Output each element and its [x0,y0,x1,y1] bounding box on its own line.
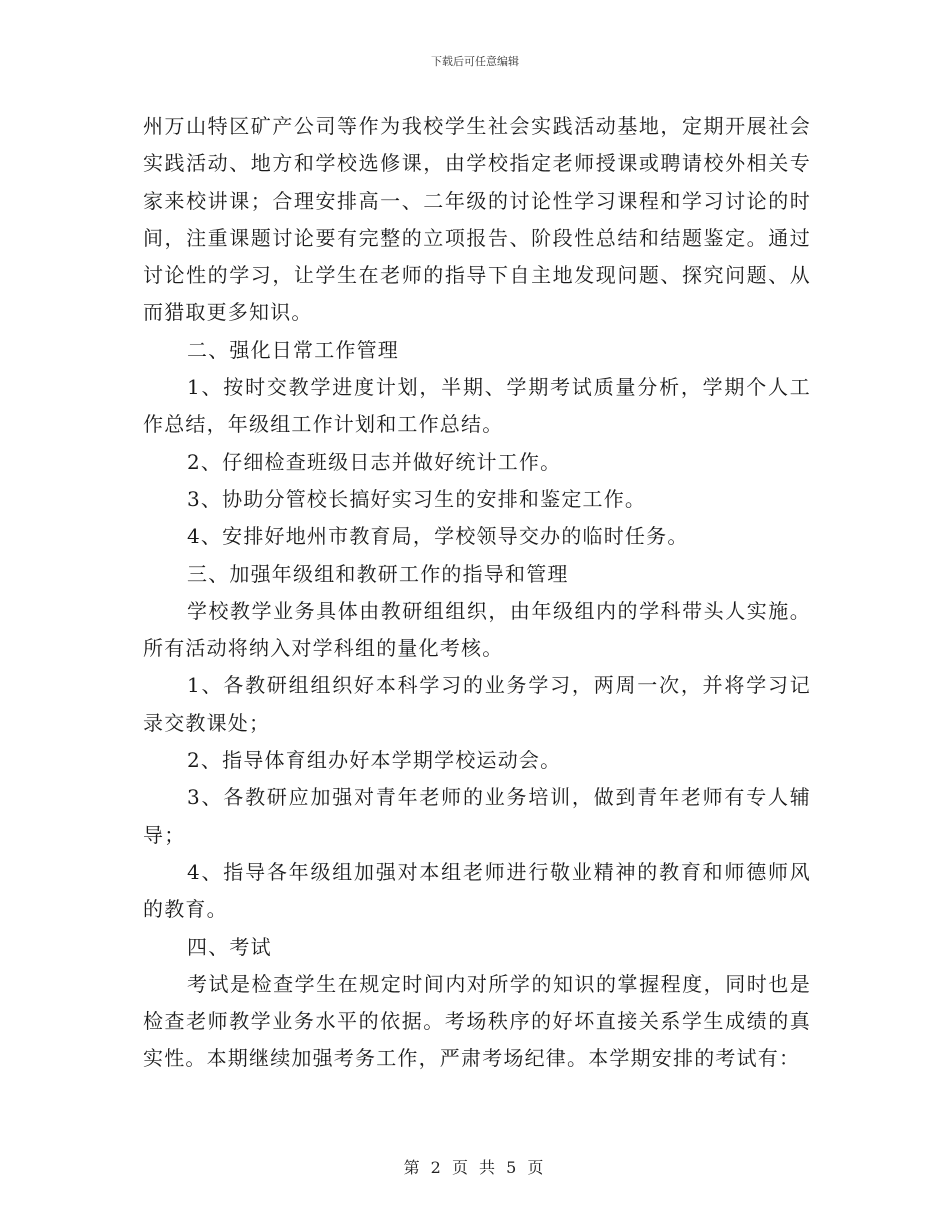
section-heading: 二、强化日常工作管理 [187,337,399,362]
section-heading: 四、考试 [187,934,272,959]
paragraph: 考试是检查学生在规定时间内对所学的知识的掌握程度，同时也是检查老师教学业务水平的依据。考场秩序的好坏直接关系学生成绩的真实性。本期继续加强考务工作，严肃考场纪律。本学期安排的考试有： [143,971,811,1071]
list-item: 2、指导体育组办好本学期学校运动会。 [187,748,562,773]
document-body [143,108,811,1078]
paragraph: 州万山特区矿产公司等作为我校学生社会实践活动基地，定期开展社会实践活动、地方和学校选修课，由学校指定老师授课或聘请校外相关专家来校讲课；合理安排高一、二年级的讨论性学习课程和学习讨论的时间，注重课题讨论要有完整的立项报告、阶段性总结和结题鉴定。通过讨论性的学习，让学生在老师的指导下自主地发现问题、探究问题、从而猎取更多知识。 [143,114,811,325]
list-item: 3、各教研应加强对青年老师的业务培训，做到青年老师有专人辅导； [143,785,811,847]
page-number-footer: 第 2 页 共 5 页 [403,1158,547,1177]
page-header-note: 下载后可任意编辑 [431,55,519,68]
list-item: 2、仔细检查班级日志并做好统计工作。 [187,449,562,474]
list-item: 3、协助分管校长搞好实习生的安排和鉴定工作。 [187,486,647,511]
list-item: 4、安排好地州市教育局，学校领导交办的临时任务。 [187,524,689,549]
section-heading: 三、加强年级组和教研工作的指导和管理 [187,561,569,586]
list-item: 4、指导各年级组加强对本组老师进行敬业精神的教育和师德师风的教育。 [143,859,811,922]
list-item: 1、按时交教学进度计划，半期、学期考试质量分析，学期个人工作总结，年级组工作计划和工作总结。 [143,375,811,437]
paragraph: 学校教学业务具体由教研组组织，由年级组内的学科带头人实施。所有活动将纳入对学科组的量化考核。 [143,598,811,661]
list-item: 1、各教研组组织好本科学习的业务学习，两周一次，并将学习记录交教课处； [143,673,811,735]
